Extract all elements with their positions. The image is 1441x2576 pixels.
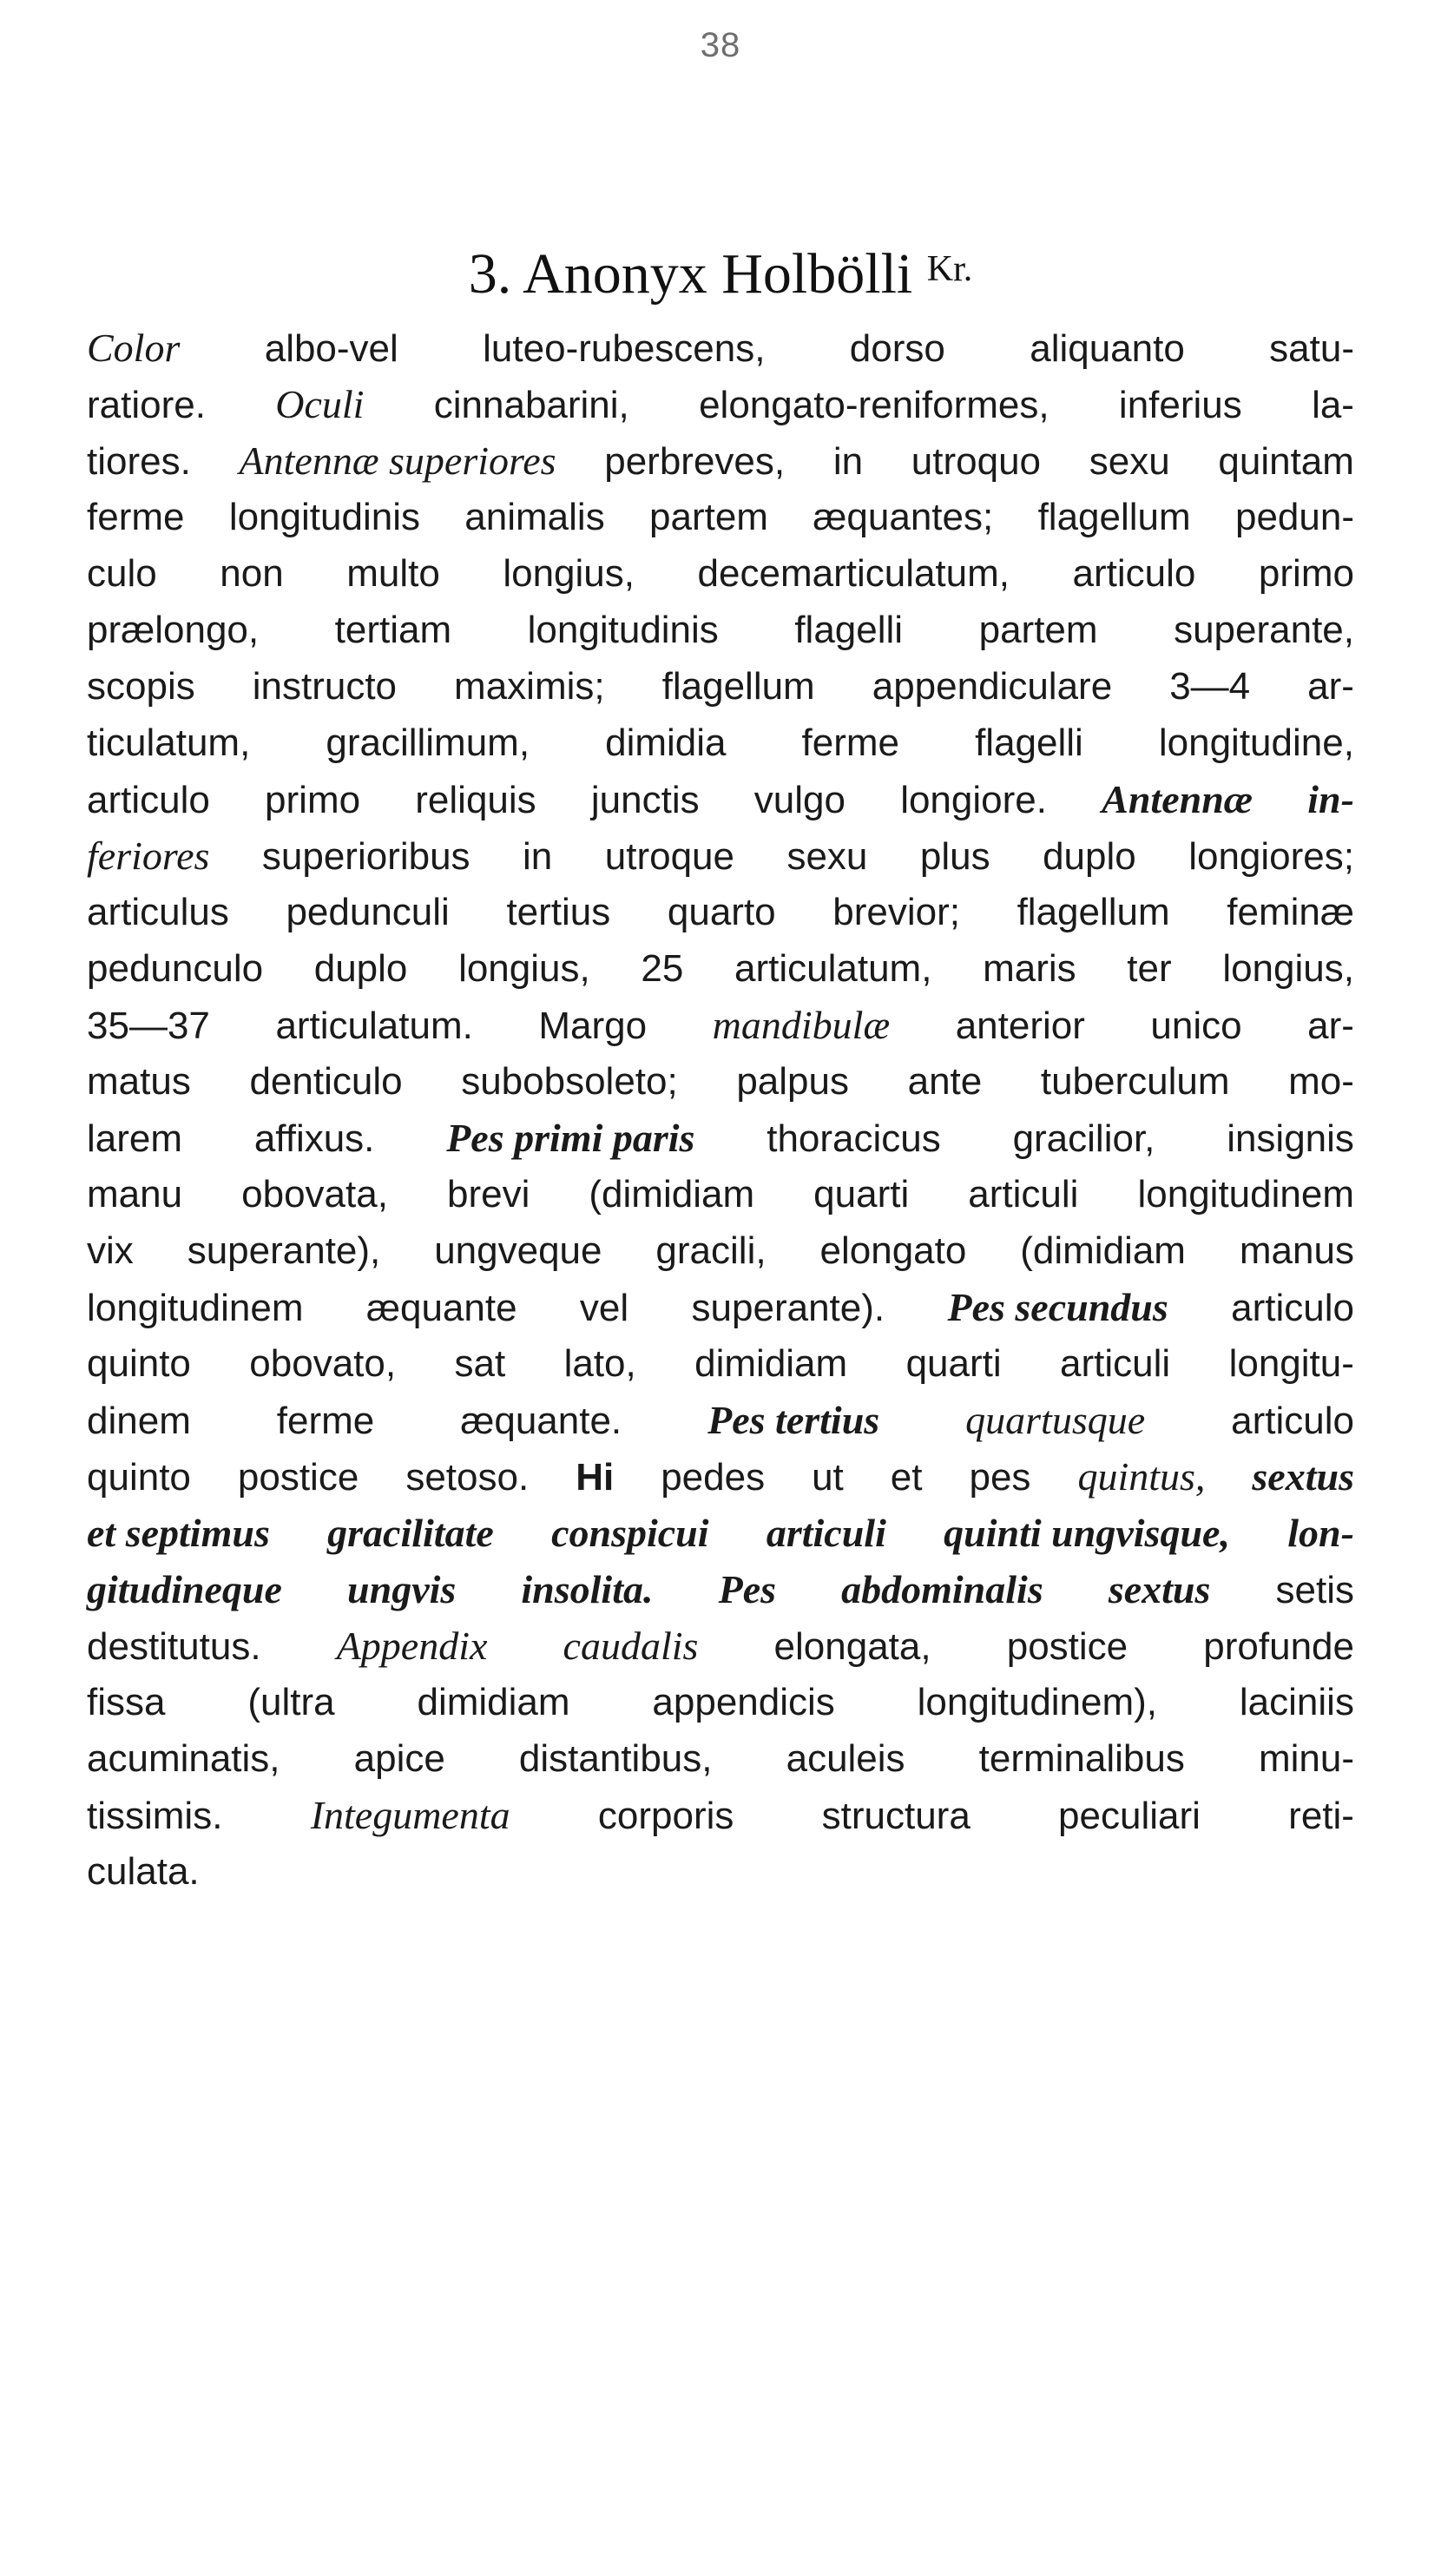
text-word: perbreves, xyxy=(604,440,786,483)
text-word: apice xyxy=(353,1737,445,1780)
text-word: sexu xyxy=(786,835,868,878)
text-word: dorso xyxy=(849,327,945,370)
text-word: lato, xyxy=(563,1342,636,1385)
text-word: partem xyxy=(978,609,1098,651)
text-word: satu- xyxy=(1269,327,1354,370)
text-word: in xyxy=(523,835,553,878)
text-word: appendiculare xyxy=(872,665,1113,708)
text-word: quartusque xyxy=(965,1398,1146,1442)
text-word: 35—37 xyxy=(87,1005,210,1047)
text-word: flagelli xyxy=(975,721,1083,764)
text-line xyxy=(87,1166,1354,1222)
text-line xyxy=(87,1392,1354,1448)
text-word: luteo-rubescens, xyxy=(483,327,766,370)
text-line xyxy=(87,1561,1354,1617)
text-word: tertiam xyxy=(334,609,452,651)
text-word: et xyxy=(890,1456,923,1499)
text-word: la- xyxy=(1312,384,1354,426)
text-word: longiores; xyxy=(1188,835,1354,878)
text-word: laciniis xyxy=(1239,1681,1354,1723)
text-word: profunde xyxy=(1203,1625,1354,1668)
text-word: junctis xyxy=(590,779,700,821)
text-word: articulo xyxy=(1072,552,1196,595)
text-word: denticulo xyxy=(249,1060,403,1103)
text-word: in xyxy=(832,440,864,483)
section-title-author: Kr. xyxy=(926,249,973,289)
text-word: structura xyxy=(821,1795,971,1837)
text-word: longitu- xyxy=(1228,1342,1354,1385)
text-word: brevi xyxy=(446,1173,530,1216)
text-word: prælongo, xyxy=(87,609,260,651)
text-word: albo-vel xyxy=(264,327,398,370)
text-word: ratiore. xyxy=(87,384,206,426)
text-word: affixus. xyxy=(253,1117,375,1160)
text-line xyxy=(87,1787,1354,1843)
text-word: duplo xyxy=(313,947,408,990)
text-word: ferme xyxy=(87,496,185,538)
text-word: articuli xyxy=(968,1173,1079,1216)
text-word: thoracicus xyxy=(767,1117,941,1160)
text-word: ferme xyxy=(276,1400,375,1442)
text-word: maximis; xyxy=(454,665,605,708)
text-word: larem xyxy=(87,1117,183,1160)
text-word: destitutus. xyxy=(87,1625,261,1668)
text-line xyxy=(87,545,1354,602)
text-line xyxy=(87,1674,1354,1730)
text-word: articuli xyxy=(1060,1342,1171,1385)
text-word: culata. xyxy=(87,1850,200,1893)
text-word: plus xyxy=(919,835,990,878)
text-line xyxy=(87,884,1354,940)
text-line xyxy=(87,1053,1354,1110)
text-word: non xyxy=(220,552,284,595)
text-word: 3—4 xyxy=(1169,665,1251,708)
text-line xyxy=(87,997,1354,1053)
text-word: in- xyxy=(1307,777,1354,821)
text-word: (dimidiam xyxy=(589,1173,755,1216)
text-word: mandibulæ xyxy=(712,1003,891,1047)
text-word: æquantes; xyxy=(813,496,994,538)
text-word: scopis xyxy=(87,665,195,708)
text-word: longitudinis xyxy=(228,496,420,538)
text-word: ferme xyxy=(801,721,900,764)
text-word: flagellum xyxy=(661,665,815,708)
text-word: ut xyxy=(812,1456,844,1499)
text-word: reti- xyxy=(1288,1795,1354,1837)
text-word: duplo xyxy=(1043,835,1136,878)
text-word: longius, xyxy=(503,552,635,595)
text-word: anterior xyxy=(955,1005,1085,1047)
text-word: ter xyxy=(1127,947,1172,990)
text-line xyxy=(87,1843,1354,1900)
text-word: vulgo xyxy=(753,779,846,821)
text-word: terminalibus xyxy=(978,1737,1185,1780)
text-word: vix xyxy=(87,1229,134,1272)
text-word: distantibus, xyxy=(518,1737,713,1780)
text-word: ungvis xyxy=(347,1567,457,1611)
text-word: longitudinis xyxy=(527,609,719,651)
text-word: superante), xyxy=(187,1229,381,1272)
text-word: gracillimum, xyxy=(326,721,530,764)
text-word: subobsoleto; xyxy=(461,1060,678,1103)
section-title xyxy=(0,241,1441,307)
text-word: fissa xyxy=(87,1681,166,1723)
text-word: quinto xyxy=(87,1342,191,1385)
text-word: 25 xyxy=(641,947,684,990)
text-word: longius, xyxy=(1222,947,1354,990)
text-word: articulatum, xyxy=(734,947,932,990)
text-word: Antennæ xyxy=(1102,777,1253,821)
text-word: dinem xyxy=(87,1400,191,1442)
text-word: articulo xyxy=(1231,1400,1354,1442)
text-word: appendicis xyxy=(652,1681,835,1723)
text-word: Appendix xyxy=(336,1624,488,1668)
text-word: superante). xyxy=(691,1287,885,1329)
text-word: longiore. xyxy=(900,779,1047,821)
text-word: articuli xyxy=(766,1511,886,1555)
text-word: Pes primi paris xyxy=(446,1116,695,1160)
text-word: peculiari xyxy=(1058,1795,1201,1837)
text-word: articulo xyxy=(1231,1287,1354,1329)
text-line xyxy=(87,489,1354,545)
text-word: decemarticulatum, xyxy=(697,552,1010,595)
text-word: elongata, xyxy=(773,1625,931,1668)
text-word: culo xyxy=(87,552,157,595)
text-word: sexu xyxy=(1089,440,1170,483)
text-line xyxy=(87,1110,1354,1166)
text-line xyxy=(87,376,1354,432)
text-word: obovata, xyxy=(241,1173,388,1216)
text-word: Pes xyxy=(718,1567,777,1611)
text-word: elongato-reniformes, xyxy=(699,384,1049,426)
text-word: æquante. xyxy=(460,1400,622,1442)
text-word: pedes xyxy=(661,1456,766,1499)
text-word: corporis xyxy=(597,1795,734,1837)
text-word: gitudineque xyxy=(87,1567,282,1611)
text-word: longitudinem), xyxy=(917,1681,1158,1723)
text-word: cinnabarini, xyxy=(433,384,629,426)
text-word: instructo xyxy=(252,665,398,708)
text-word: matus xyxy=(87,1060,191,1103)
text-word: flagelli xyxy=(794,609,904,651)
text-line xyxy=(87,1617,1354,1674)
text-word: brevior; xyxy=(832,891,960,933)
text-word: conspicui xyxy=(551,1511,709,1555)
text-line xyxy=(87,602,1354,658)
text-line xyxy=(87,1505,1354,1561)
text-word: flagellum xyxy=(1037,496,1191,538)
text-word: dimidia xyxy=(605,721,727,764)
text-word: quarti xyxy=(813,1173,910,1216)
text-line xyxy=(87,1730,1354,1787)
text-line xyxy=(87,1222,1354,1279)
text-word: ar- xyxy=(1307,665,1354,708)
text-word: multo xyxy=(346,552,440,595)
text-word: pedunculo xyxy=(87,947,264,990)
text-word: vel xyxy=(579,1287,629,1329)
text-word: caudalis xyxy=(563,1624,699,1668)
text-word: ticulatum, xyxy=(87,721,251,764)
text-word: Margo xyxy=(538,1005,648,1047)
text-word: quintus, xyxy=(1077,1454,1206,1499)
text-word: obovato, xyxy=(249,1342,397,1385)
text-line xyxy=(87,771,1354,827)
text-word: primo xyxy=(265,779,361,821)
text-line xyxy=(87,1335,1354,1392)
text-word: primo xyxy=(1258,552,1354,595)
text-word: dimidiam xyxy=(417,1681,570,1723)
text-word: articulatum. xyxy=(275,1005,473,1047)
text-word: acuminatis, xyxy=(87,1737,280,1780)
text-word: longitudinem xyxy=(87,1287,304,1329)
text-word: tiores. xyxy=(87,440,191,483)
text-word: gracilior, xyxy=(1012,1117,1155,1160)
text-word: abdominalis xyxy=(841,1567,1043,1611)
text-word: longius, xyxy=(458,947,590,990)
text-word: manus xyxy=(1239,1229,1354,1272)
text-word: tertius xyxy=(506,891,611,933)
text-word: unico xyxy=(1150,1005,1242,1047)
text-word: ante xyxy=(907,1060,983,1103)
text-word: postice xyxy=(1006,1625,1128,1668)
text-word: sextus xyxy=(1108,1567,1211,1611)
text-word: quinti ungvisque, xyxy=(944,1511,1230,1555)
text-word: Integumenta xyxy=(310,1793,510,1837)
text-word: aliquanto xyxy=(1030,327,1185,370)
text-word: utroquo xyxy=(911,440,1042,483)
text-word: Hi xyxy=(576,1456,615,1499)
text-word: sat xyxy=(454,1342,506,1385)
text-word: superioribus xyxy=(261,835,470,878)
text-word: gracilitate xyxy=(327,1511,494,1555)
text-word: postice xyxy=(237,1456,359,1499)
text-word: pedunculi xyxy=(286,891,450,933)
text-line xyxy=(87,432,1354,489)
text-word: quintam xyxy=(1218,440,1354,483)
text-word: quinto xyxy=(87,1456,191,1499)
text-word: palpus xyxy=(736,1060,849,1103)
text-word: sextus xyxy=(1252,1454,1354,1499)
text-word: ungveque xyxy=(434,1229,602,1272)
text-word: tuberculum xyxy=(1040,1060,1230,1103)
text-word: articulus xyxy=(87,891,229,933)
text-word: et septimus xyxy=(87,1511,270,1555)
text-word: inferius xyxy=(1118,384,1242,426)
text-word: longitudinem xyxy=(1137,1173,1354,1216)
text-word: insolita. xyxy=(521,1567,654,1611)
text-word: tissimis. xyxy=(87,1795,223,1837)
text-word: pedun- xyxy=(1234,496,1354,538)
text-word: aculeis xyxy=(786,1737,905,1780)
text-word: quarti xyxy=(905,1342,1002,1385)
text-word: pes xyxy=(969,1456,1031,1499)
text-word: mo- xyxy=(1288,1060,1354,1103)
text-word: Color xyxy=(87,326,181,370)
text-word: setis xyxy=(1275,1569,1354,1611)
text-word: Oculi xyxy=(275,382,365,426)
text-word: gracili, xyxy=(655,1229,767,1272)
text-word: dimidiam xyxy=(694,1342,848,1385)
page-number: 38 xyxy=(700,26,741,64)
text-word: maris xyxy=(983,947,1076,990)
text-word: æquante xyxy=(365,1287,517,1329)
section-title-text: 3. Anonyx Holbölli xyxy=(468,242,913,306)
text-word: animalis xyxy=(464,496,605,538)
text-line xyxy=(87,827,1354,884)
text-word: ar- xyxy=(1307,1005,1354,1047)
text-word: feriores xyxy=(87,833,210,878)
text-word: insignis xyxy=(1227,1117,1354,1160)
text-word: superante, xyxy=(1174,609,1354,651)
text-word: flagellum xyxy=(1017,891,1170,933)
text-word: quarto xyxy=(667,891,776,933)
text-word: manu xyxy=(87,1173,183,1216)
text-line xyxy=(87,715,1354,771)
text-word: Pes tertius xyxy=(707,1398,880,1442)
text-word: utroque xyxy=(604,835,734,878)
text-word: setoso. xyxy=(405,1456,530,1499)
text-line xyxy=(87,1448,1354,1505)
text-word: lon- xyxy=(1287,1511,1354,1555)
text-word: (dimidiam xyxy=(1020,1229,1186,1272)
text-word: feminæ xyxy=(1227,891,1354,933)
text-word: elongato xyxy=(819,1229,967,1272)
text-line xyxy=(87,658,1354,715)
text-word: partem xyxy=(649,496,768,538)
text-word: articulo xyxy=(87,779,210,821)
text-word: reliquis xyxy=(415,779,536,821)
text-word: Pes secundus xyxy=(947,1285,1168,1329)
text-word: (ultra xyxy=(247,1681,335,1723)
text-word: longitudine, xyxy=(1158,721,1354,764)
description-text xyxy=(87,320,1354,1900)
text-line xyxy=(87,1279,1354,1335)
text-line xyxy=(87,940,1354,997)
text-word: minu- xyxy=(1258,1737,1354,1780)
text-word: Antennæ superiores xyxy=(239,438,556,483)
text-line xyxy=(87,320,1354,376)
